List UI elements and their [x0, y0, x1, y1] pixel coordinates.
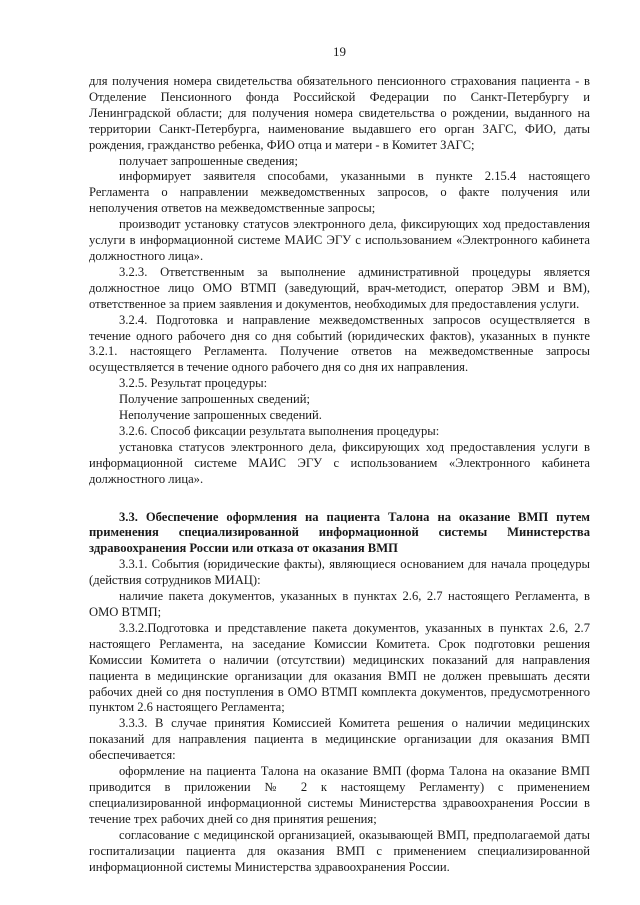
paragraph: Получение запрошенных сведений; [119, 392, 310, 407]
page-number: 19 [333, 44, 346, 59]
paragraph: 3.2.6. Способ фиксации результата выполнения процедуры: [119, 423, 440, 438]
paragraph: получает запрошенные сведения; [119, 153, 298, 168]
paragraph: информирует заявителя способами, указанными в пункте 2.15.4 настоящего Регламента о направлении межведомственных запросов, о факте получения или неполучения ответов на межведомственные запросы; [89, 169, 590, 216]
paragraph: производит установку статусов электронного дела, фиксирующих ход предоставления услуги в информационной системе МАИС ЭГУ с использованием «Электронного кабинета должностного лица». [89, 217, 590, 263]
paragraph: 3.2.3. Ответственным за выполнение административной процедуры является должностное лицо ОМО ВТМП (заведующий, врач-методист, оператор ЭВМ и ВМ), ответственное за прием заявления и документов, необходимых для предоставления услуги. [89, 264, 590, 311]
paragraph: 3.3.2.Подготовка и представление пакета документов, указанных в пунктах 2.6, 2.7 настоящего Регламента, на заседание Комиссии Комитета. Срок подготовки решения Комиссии Комитета о наличии (отсутствии) медицинских показаний для направления пациента в медицинские организации для оказания ВМП не должен превышать десяти рабочих дней со дня поступления в ОМО ВТМП комплекта документов, предусмотренного пунктом 2.6 настоящего Регламента; [89, 620, 590, 715]
section-heading: 3.3. Обеспечение оформления на пациента Талона на оказание ВМП путем применения специализированной информационной системы Министерства здравоохранения России или отказа от оказания ВМП [89, 509, 590, 556]
paragraph: 3.2.4. Подготовка и направление межведомственных запросов осуществляется в течение одного рабочего дня со дня событий (юридических фактов), указанных в пункте 3.2.1. настоящего Регламента. Получение ответов на межведомственные запросы осуществляется в течение одного рабочего дня со дня их направления. [89, 312, 590, 375]
paragraph: 3.3.1. События (юридические факты), являющиеся основанием для начала процедуры (действия сотрудников МИАЦ): [89, 557, 590, 588]
paragraph: 3.2.5. Результат процедуры: [119, 376, 268, 391]
paragraph: согласование с медицинской организацией, оказывающей ВМП, предполагаемой даты госпитализации пациента для оказания ВМП с применением специализированной информационной системы Министерства здравоохранения России. [89, 827, 590, 874]
paragraph: Неполучение запрошенных сведений. [119, 408, 322, 423]
paragraph: оформление на пациента Талона на оказание ВМП (форма Талона на оказание ВМП приводится в приложении № 2 к настоящему Регламенту) с применением специализированной информационной системы Министерства здравоохранения России в течение трех рабочих дней со дня принятия решения; [89, 764, 590, 826]
paragraph: установка статусов электронного дела, фиксирующих ход предоставления услуги в информационной системе МАИС ЭГУ с использованием «Электронного кабинета должностного лица». [89, 439, 590, 486]
paragraph: 3.3.3. В случае принятия Комиссией Комитета решения о наличии медицинских показаний для направления пациента в медицинские организации для оказания ВМП обеспечивается: [89, 716, 590, 763]
paragraph: наличие пакета документов, указанных в пунктах 2.6, 2.7 настоящего Регламента, в ОМО ВТМП; [89, 589, 590, 619]
paragraph: для получения номера свидетельства обязательного пенсионного страхования пациента - в Отделение Пенсионного фонда Российской Федерации по Санкт-Петербургу и Ленинградской области; для получения номера свидетельства о рождении, выданного на территории Санкт-Петербурга, наименование выдавшего его орган ЗАГС, ФИО, даты рождения, гражданство ребенка, ФИО отца и матери - в Комитет ЗАГС; [89, 74, 590, 152]
